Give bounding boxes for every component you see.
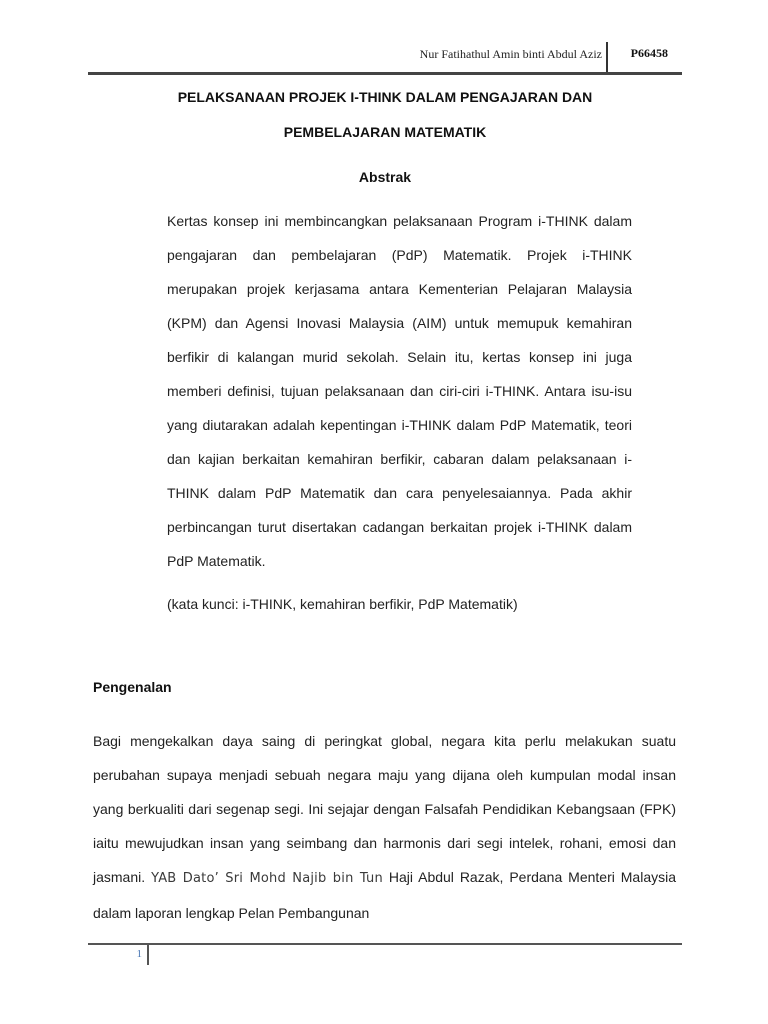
section-heading-introduction: Pengenalan	[93, 679, 172, 695]
introduction-paragraph	[93, 724, 676, 930]
paper-title-line-2: PEMBELAJARAN MATEMATIK	[283, 124, 487, 140]
running-header	[88, 42, 682, 75]
header-separator	[606, 42, 608, 72]
abstract-keywords: (kata kunci: i-THINK, kemahiran berfikir, PdP Matematik)	[167, 596, 518, 612]
footer-rule	[88, 943, 682, 945]
footer-separator	[147, 945, 149, 965]
header-author: Nur Fatihathul Amin binti Abdul Aziz	[419, 47, 602, 61]
introduction-text-part-1: Bagi mengekalkan daya saing di peringkat global, negara kita perlu melakukan suatu perubahan supaya menjadi sebuah negara maju yang dijana oleh kumpulan modal insan yang berkualiti dari segenap segi. Ini sejajar dengan Falsafah Pendidikan Kebangsaan (FPK) iaitu mewujudkan insan yang seimbang dan harmonis dari segi intelek, rohani, emosi dan jasmani.	[93, 733, 676, 885]
abstract-body: Kertas konsep ini membincangkan pelaksanaan Program i-THINK dalam pengajaran dan pembelajaran (PdP) Matematik. Projek i-THINK merupakan projek kerjasama antara Kementerian Pelajaran Malaysia (KPM) dan Agensi Inovasi Malaysia (AIM) untuk memupuk kemahiran berfikir di kalangan murid sekolah. Selain itu, kertas konsep ini juga memberi definisi, tujuan pelaksanaan dan ciri-ciri i-THINK. Antara isu-isu yang diutarakan adalah kepentingan i-THINK dalam PdP Matematik, teori dan kajian berkaitan kemahiran berfikir, cabaran dalam pelaksanaan i-THINK dalam PdP Matematik dan cara penyelesaiannya. Pada akhir perbincangan turut disertakan cadangan berkaitan projek i-THINK dalam PdP Matematik.	[167, 213, 632, 569]
introduction-text-part-2: Haji Abdul Razak, Perdana Menteri Malaysia dalam laporan lengkap Pelan Pembangunan	[93, 869, 677, 921]
introduction-name-run: YAB Dato’ Sri Mohd Najib bin Tun	[151, 871, 383, 886]
paper-title-line-1: PELAKSANAAN PROJEK I-THINK DALAM PENGAJARAN DAN	[177, 89, 593, 105]
abstract-heading: Abstrak	[358, 169, 412, 185]
header-student-id: P66458	[630, 46, 668, 60]
page-number: 1	[136, 948, 142, 960]
